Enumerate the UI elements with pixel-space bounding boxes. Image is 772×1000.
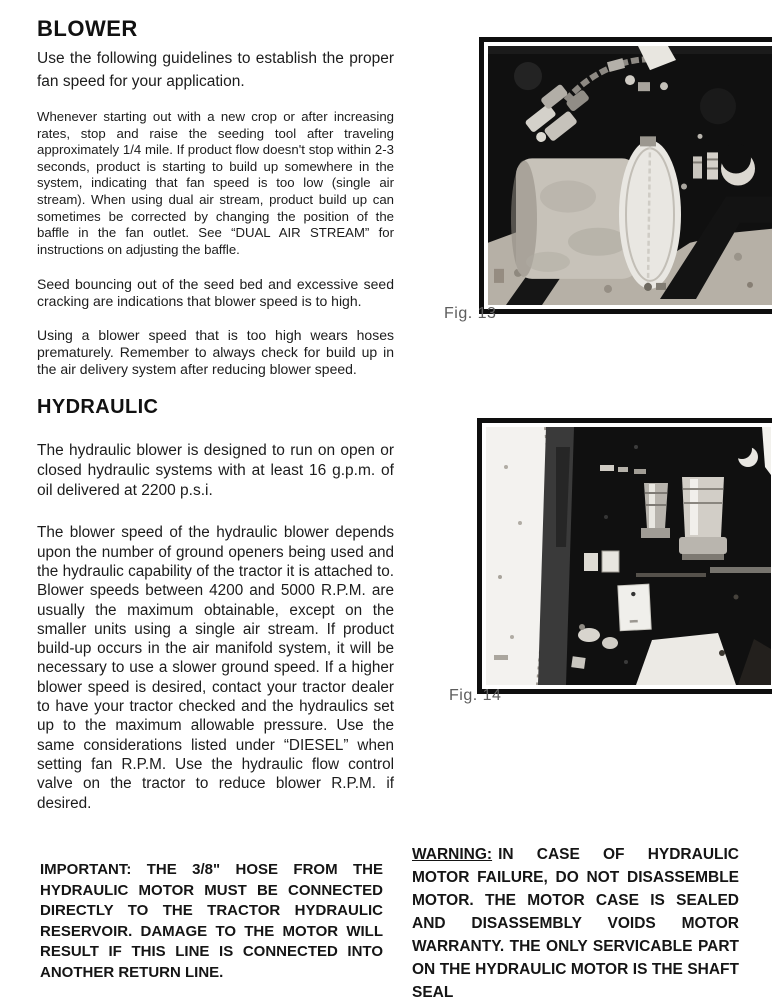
- warning-label: WARNING:: [412, 846, 493, 863]
- important-notice: IMPORTANT: THE 3/8" HOSE FROM THE HYDRAULIC MOTOR MUST BE CONNECTED DIRECTLY TO THE TRACTOR HYDRAULIC RESERVOIR. DAMAGE TO THE MOTOR WILL RESULT IF THIS LINE IS CONNECTED INTO ANOTHER RETURN LINE.: [40, 861, 383, 981]
- left-column: [37, 18, 394, 813]
- blower-speed-paragraph: Using a blower speed that is too high wears hoses prematurely. Remember to always check for build up in the air delivery system after reducing blower speed.: [37, 327, 394, 378]
- seed-bounce-paragraph: Seed bouncing out of the seed bed and excessive seed cracking are indications that blower speed is to high.: [37, 276, 394, 310]
- warning-text: IN CASE OF HYDRAULIC MOTOR FAILURE, DO NOT DISASSEMBLE MOTOR. THE MOTOR CASE IS SEALED AND DISASSEMBLY VOIDS MOTOR WARRANTY. THE ONLY SERVICABLE PART ON THE HYDRAULIC MOTOR IS THE SHAFT SEAL: [412, 846, 739, 1000]
- figure-14: [477, 418, 772, 694]
- warning-notice: [412, 843, 739, 1000]
- figure-14-caption: Fig. 14: [449, 687, 502, 704]
- figure-14-photo: [486, 427, 771, 685]
- hydraulic-paragraph-2: The blower speed of the hydraulic blower depends upon the number of ground openers being used and the hydraulic capability of the tractor it is attached to. Blower speeds between 4200 and 5000 R.P.M. are usually the maximum obtainable, except on the smaller units using a single air stream. If product build-up occurs in the air manifold system, it will be necessary to use a slower ground speed. If a higher blower speed is desired, contact your tractor dealer to have your tractor checked and the hydraulics set up to the maximum allowable pressure. Use the same considerations listed under “DIESEL” when setting fan R.P.M. Use the hydraulic flow control valve on the tractor to reduce blower R.P.M. if desired.: [37, 524, 394, 812]
- figure-13-photo: [488, 46, 772, 305]
- hydraulic-paragraph-1: The hydraulic blower is designed to run on open or closed hydraulic systems with at least 16 g.p.m. of oil delivered at 2200 p.s.i.: [37, 442, 394, 500]
- figure-13-caption: Fig. 13: [444, 305, 497, 322]
- hydraulic-heading: HYDRAULIC: [37, 396, 159, 419]
- blower-intro-paragraph: Use the following guidelines to establish the proper fan speed for your application.: [37, 50, 394, 90]
- blower-heading: BLOWER: [37, 16, 138, 41]
- blower-note-paragraph: Whenever starting out with a new crop or after increasing rates, stop and raise the seeding tool after traveling approximately 1/4 mile. If product flow doesn't stop within 2-3 seconds, product is starting to build up somewhere in the system, indicating that fan speed is too low (single air stream). When using dual air stream, product build up can sometimes be corrected by changing the position of the baffle in the fan outlet. See “DUAL AIR STREAM” for instructions on adjusting the baffle.: [37, 109, 394, 257]
- figure-13: [479, 37, 772, 314]
